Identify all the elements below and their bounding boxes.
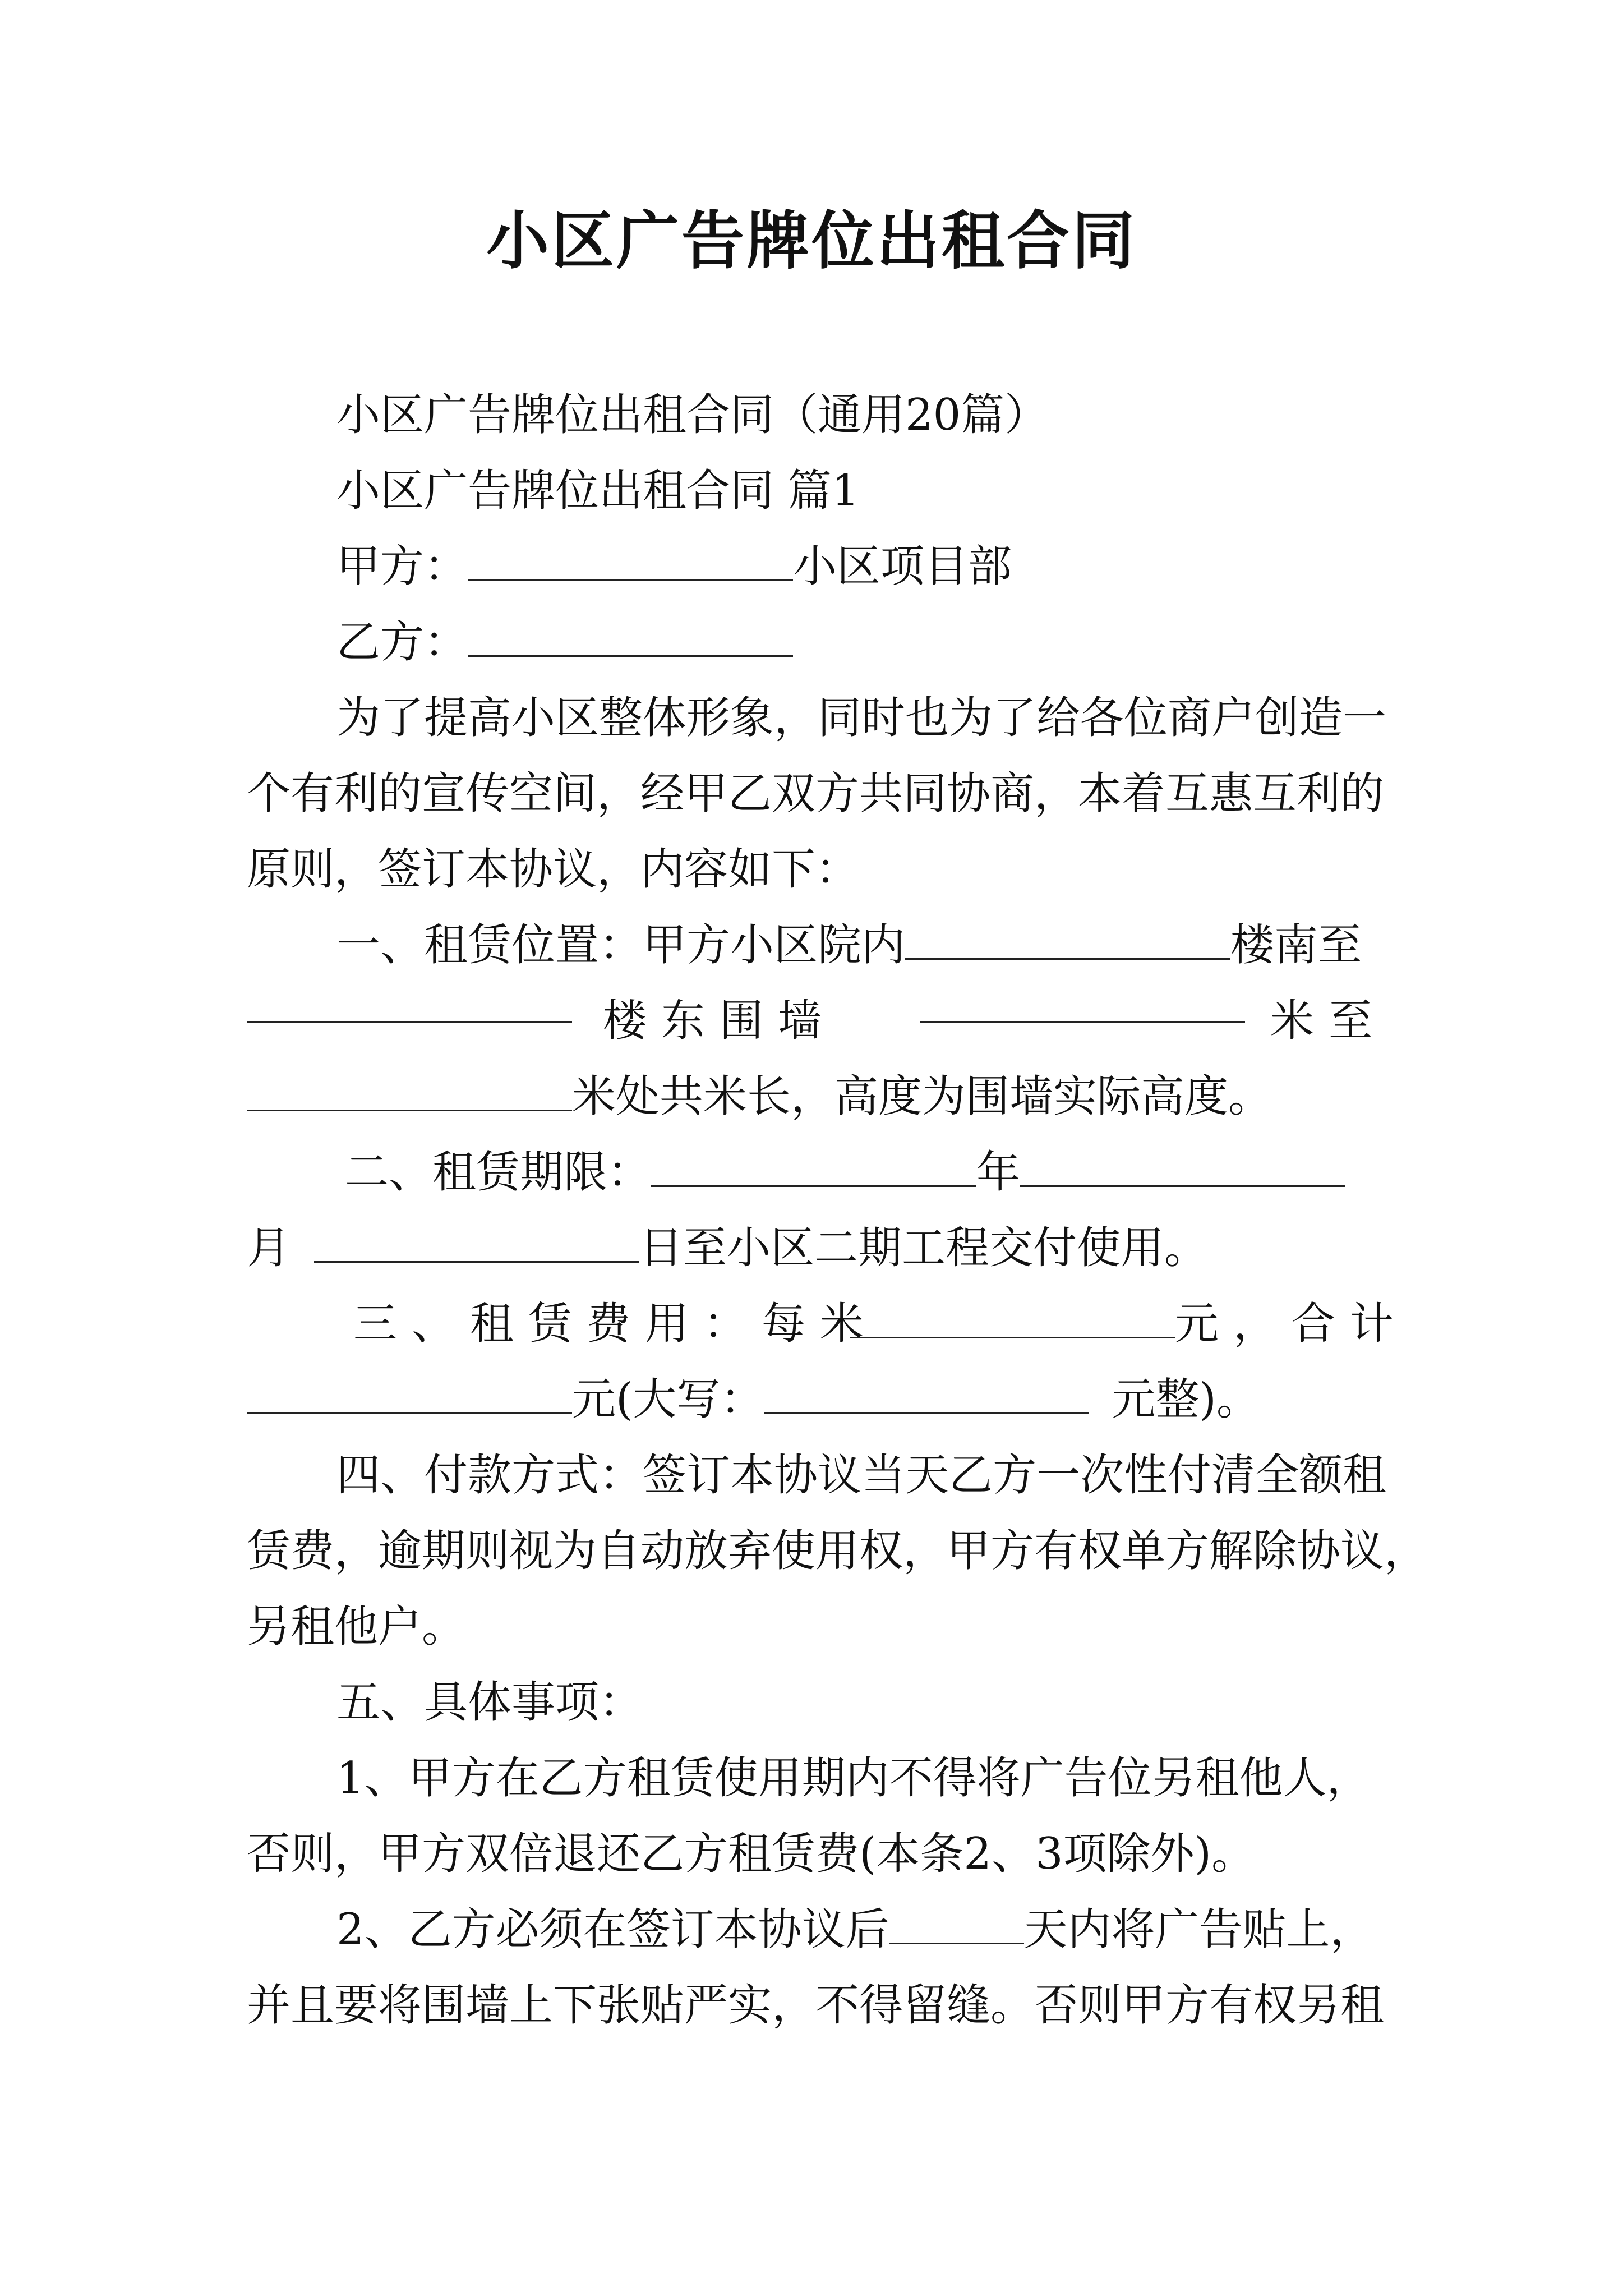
party-a-label: 甲方： (336, 541, 468, 592)
item2-line-1 (0, 1890, 1623, 1969)
subtitle: 小区广告牌位出租合同（通用20篇） (336, 390, 1049, 440)
intro-text-1: 为了提高小区整体形象，同时也为了给各位商户创造一 (336, 693, 1387, 743)
section-heading: 小区广告牌位出租合同 篇1 (336, 466, 860, 516)
clause4-text-2: 赁费，逾期则视为自动放弃使用权，甲方有权单方解除协议， (247, 1526, 1428, 1576)
item1-text-1: 1、甲方在乙方租赁使用期内不得将广告位另租他人， (336, 1753, 1371, 1803)
clause4-text-3: 另租他户。 (247, 1602, 466, 1652)
subtitle-line (0, 376, 1623, 454)
clause1-blank-1 (905, 919, 1230, 960)
clause2-blank-2 (1020, 1146, 1345, 1187)
party-b-blank (468, 616, 793, 657)
clause1-blank-3 (920, 982, 1245, 1023)
clause1-line-3 (0, 1057, 1623, 1136)
intro-line-1 (0, 679, 1623, 757)
clause2-line-1 (0, 1133, 1623, 1212)
clause2-blank-1 (651, 1146, 976, 1187)
party-a-line (0, 527, 1623, 606)
item2-blank-1 (889, 1903, 1024, 1944)
clause3-text-a: 三、租赁费用：每米 (353, 1299, 879, 1349)
item2-text-2: 并且要将围墙上下张贴严实，不得留缝。否则甲方有权另租 (247, 1980, 1385, 2031)
party-b-line (0, 603, 1623, 682)
item2-text-a: 2、乙方必须在签订本协议后 (336, 1904, 889, 1955)
clause1-blank-2 (247, 982, 572, 1023)
clause3-blank-2 (247, 1373, 572, 1414)
clause1-text-a: 一、租赁位置：甲方小区院内 (336, 920, 906, 970)
clause1-line-1 (0, 906, 1623, 984)
clause4-text-1: 四、付款方式：签订本协议当天乙方一次性付清全额租 (336, 1450, 1387, 1501)
item1-line-1 (0, 1739, 1623, 1818)
clause3-blank-3 (764, 1373, 1089, 1414)
clause2-line-2 (0, 1209, 1623, 1287)
clause1-text-b: 楼南至 (1230, 920, 1362, 970)
clause4-line-1 (0, 1436, 1623, 1515)
clause4-line-3 (0, 1588, 1623, 1666)
clause2-blank-3 (314, 1222, 639, 1263)
intro-text-2: 个有利的宣传空间，经甲乙双方共同协商，本着互惠互利的 (247, 769, 1385, 819)
clause1-text-d: 米至 (1270, 996, 1387, 1046)
document-title: 小区广告牌位出租合同 (486, 204, 1137, 278)
clause5-heading-line (0, 1663, 1623, 1742)
item2-text-b: 天内将广告贴上， (1023, 1904, 1374, 1955)
clause3-blank-1 (850, 1297, 1175, 1338)
clause5-heading: 五、具体事项： (336, 1677, 643, 1728)
clause2-text-b: 年 (976, 1147, 1021, 1198)
intro-text-3: 原则，签订本协议，内容如下： (247, 844, 860, 895)
item1-text-2: 否则，甲方双倍退还乙方租赁费(本条2、3项除外)。 (247, 1829, 1256, 1879)
clause3-text-d: 元整)。 (1112, 1374, 1260, 1425)
intro-line-2 (0, 754, 1623, 833)
clause3-text-b: 元，合计 (1175, 1299, 1409, 1349)
party-a-blank (468, 540, 793, 581)
item1-line-2 (0, 1815, 1623, 1893)
intro-line-3 (0, 830, 1623, 909)
clause3-line-1 (0, 1285, 1623, 1363)
party-a-suffix: 小区项目部 (793, 541, 1012, 592)
section-heading-line (0, 452, 1623, 530)
clause3-line-2 (0, 1360, 1623, 1439)
clause2-text-d: 日至小区二期工程交付使用。 (639, 1223, 1209, 1273)
clause1-blank-4 (247, 1070, 572, 1111)
clause1-text-c: 楼东围墙 (603, 996, 837, 1046)
clause2-text-c: 月 (247, 1223, 291, 1273)
clause1-text-e: 米处共米长，高度为围墙实际高度。 (572, 1071, 1272, 1122)
item2-line-2 (0, 1966, 1623, 2045)
party-b-label: 乙方： (336, 617, 468, 668)
clause3-text-c: 元(大写： (572, 1374, 764, 1425)
clause4-line-2 (0, 1512, 1623, 1590)
clause2-text-a: 二、租赁期限： (345, 1147, 652, 1198)
clause1-line-2 (0, 982, 1623, 1060)
